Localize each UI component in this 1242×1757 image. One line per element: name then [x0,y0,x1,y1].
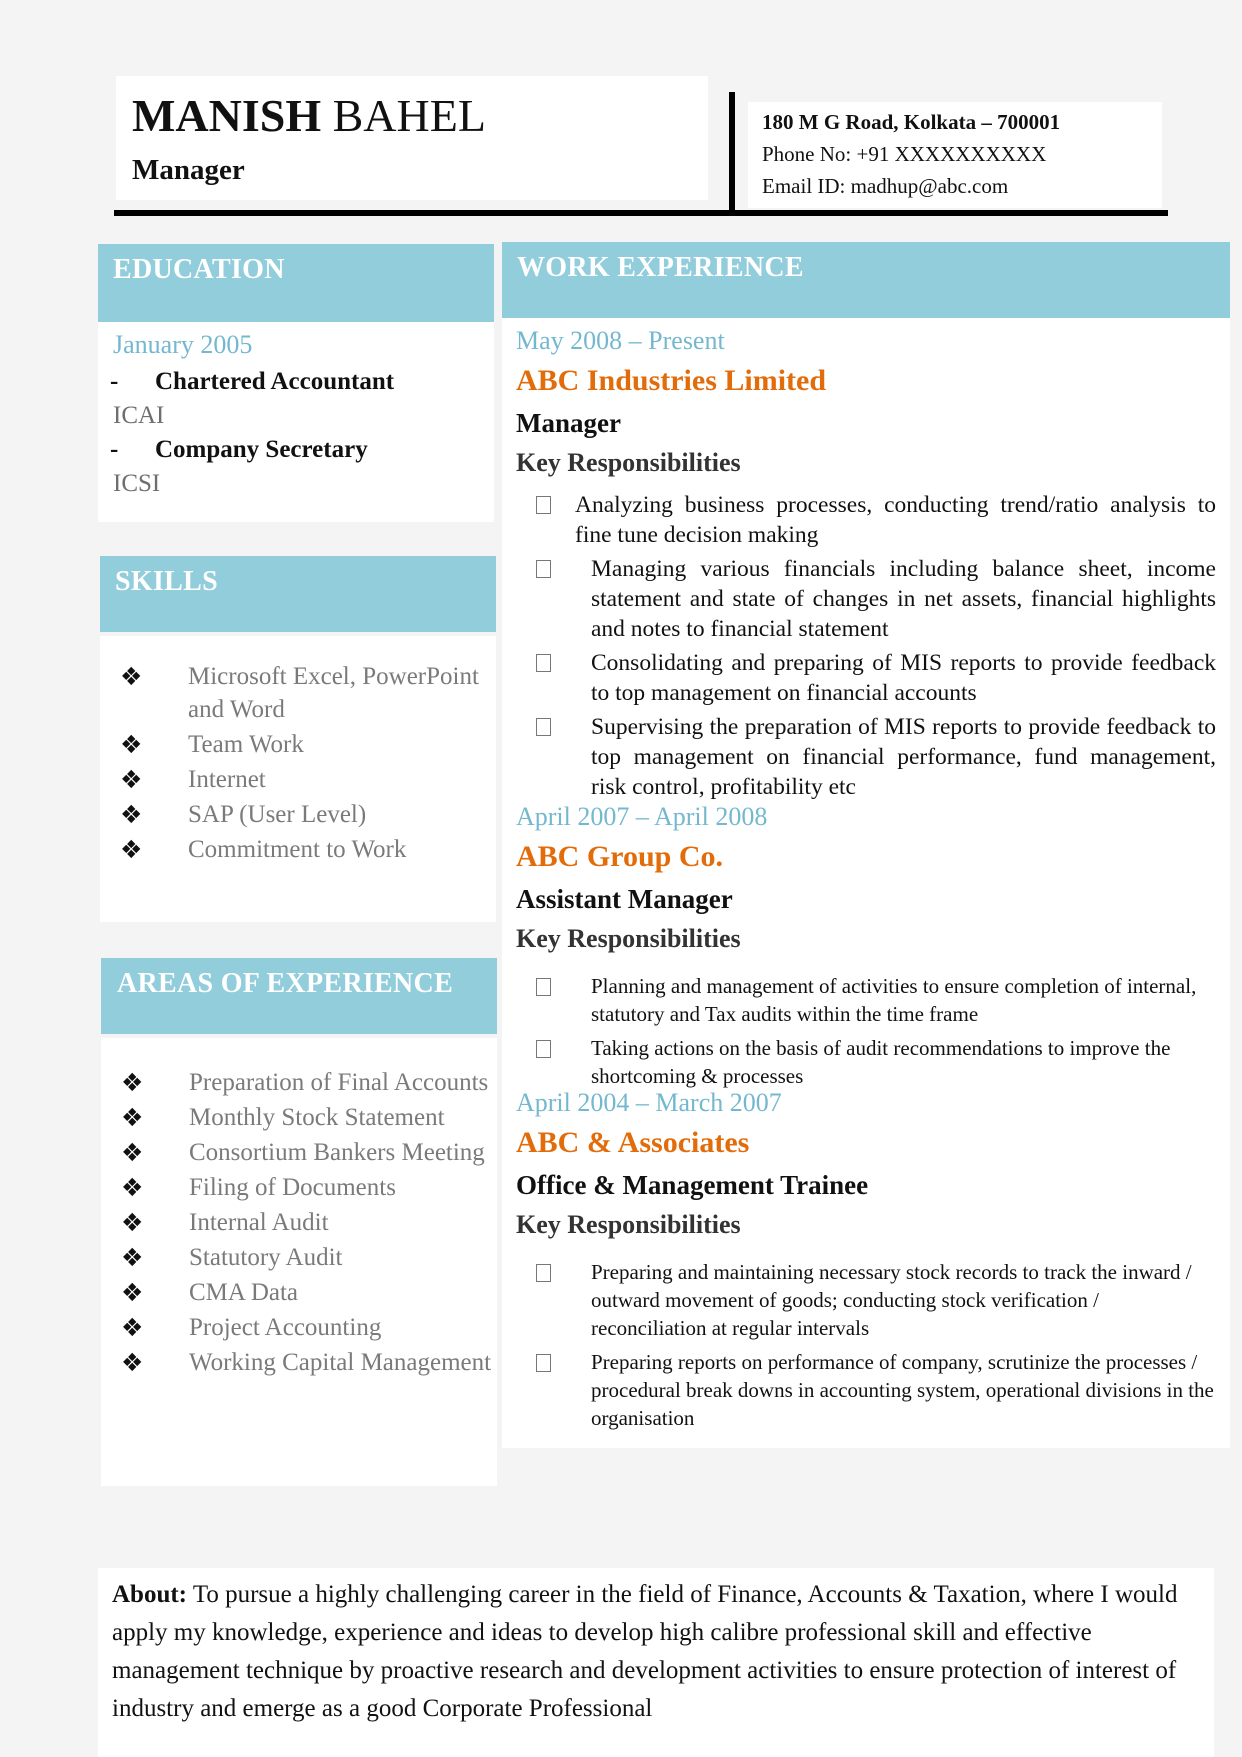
checkbox-bullet-icon [536,560,551,578]
list-item [516,490,1216,550]
list-item [100,660,496,726]
area-text: Internal Audit [189,1209,329,1236]
about-panel [98,1568,1214,1757]
list-item [516,1034,1216,1090]
responsibility-text: Planning and management of activities to ensure completion of internal, statutory and Tax audits within the time frame [591,974,1197,1026]
skill-text: Microsoft Excel, PowerPoint and Word [188,663,479,723]
diamond-bullet-icon: ❖ [120,800,143,829]
skills-list [100,660,496,868]
job-period: May 2008 – Present [516,326,725,355]
education-bullet: - [110,436,119,463]
key-responsibilities-label: Key Responsibilities [516,924,741,953]
job-company: ABC & Associates [516,1126,750,1159]
education-bullet: - [110,368,119,395]
responsibility-list [516,1258,1216,1438]
list-item [516,972,1216,1028]
contact-email: Email ID: madhup@abc.com [762,174,1009,198]
skill-text: Internet [188,766,266,793]
education-date: January 2005 [113,330,253,359]
education-degree: Chartered Accountant [155,368,395,395]
diamond-bullet-icon: ❖ [120,835,143,864]
list-item [101,1066,497,1099]
list-item [516,648,1216,708]
responsibility-text: Analyzing business processes, conducting trend/ratio analysis to fine tune decision making [575,492,1216,548]
contact-phone: Phone No: +91 XXXXXXXXXX [762,142,1047,166]
list-item [101,1206,497,1239]
candidate-title: Manager [132,154,245,186]
responsibility-list [516,490,1216,806]
checkbox-bullet-icon [536,1264,551,1282]
list-item [100,833,496,866]
area-text: Statutory Audit [189,1244,343,1271]
education-item [110,368,394,396]
job-company: ABC Industries Limited [516,364,827,397]
diamond-bullet-icon: ❖ [121,1243,144,1272]
work-heading: WORK EXPERIENCE [502,242,1230,318]
list-item [101,1241,497,1274]
checkbox-bullet-icon [536,978,551,996]
education-institute: ICAI [113,402,165,429]
responsibility-text: Consolidating and preparing of MIS reports to provide feedback to top management on financial accounts [591,650,1216,706]
area-text: Filing of Documents [189,1174,396,1201]
job-role: Office & Management Trainee [516,1170,869,1200]
checkbox-bullet-icon [536,496,551,514]
list-item [100,728,496,761]
area-text: Monthly Stock Statement [189,1104,445,1131]
list-item [100,763,496,796]
responsibility-text: Preparing reports on performance of company, scrutinize the processes / procedural break downs in accounting system, operational divisions in the organisation [591,1350,1214,1430]
list-item [101,1101,497,1134]
checkbox-bullet-icon [536,1040,551,1058]
area-text: Project Accounting [189,1314,382,1341]
areas-list [101,1066,497,1381]
diamond-bullet-icon: ❖ [121,1103,144,1132]
skills-heading: SKILLS [100,556,496,632]
education-panel [98,322,494,522]
list-item [516,1258,1216,1342]
list-item [101,1171,497,1204]
diamond-bullet-icon: ❖ [121,1313,144,1342]
area-text: Working Capital Management [189,1349,492,1376]
diamond-bullet-icon: ❖ [121,1138,144,1167]
diamond-bullet-icon: ❖ [120,765,143,794]
skill-text: Team Work [188,731,304,758]
areas-heading: AREAS OF EXPERIENCE [101,958,497,1034]
contact-card [748,102,1162,208]
skills-panel [100,636,496,922]
key-responsibilities-label: Key Responsibilities [516,448,741,477]
checkbox-bullet-icon [536,718,551,736]
area-text: Consortium Bankers Meeting [189,1139,485,1166]
job-period: April 2007 – April 2008 [516,802,768,831]
contact-address: 180 M G Road, Kolkata – 700001 [762,110,1061,134]
list-item [100,798,496,831]
education-heading: EDUCATION [98,244,494,322]
diamond-bullet-icon: ❖ [121,1208,144,1237]
diamond-bullet-icon: ❖ [121,1068,144,1097]
area-text: CMA Data [189,1279,299,1306]
about-text: To pursue a highly challenging career in the field of Finance, Accounts & Taxation, where I would apply my knowledge, experience and ideas to develop high calibre professional skill and effective management technique by proactive research and development activities to ensure protection of interest of industry and emerge as a good Corporate Professional [112,1581,1178,1722]
education-institute: ICSI [113,470,161,497]
job-role: Manager [516,408,621,438]
areas-panel [101,1038,497,1486]
key-responsibilities-label: Key Responsibilities [516,1210,741,1239]
diamond-bullet-icon: ❖ [120,730,143,759]
education-item [110,436,368,464]
list-item [101,1311,497,1344]
skill-text: SAP (User Level) [188,801,367,828]
list-item [101,1276,497,1309]
about-label: About: [112,1581,188,1608]
name-card [116,76,708,200]
list-item [516,712,1216,802]
diamond-bullet-icon: ❖ [121,1278,144,1307]
list-item [516,554,1216,644]
area-text: Preparation of Final Accounts [189,1069,489,1096]
skill-text: Commitment to Work [188,836,407,863]
name-last: BAHEL [332,90,486,141]
responsibility-text: Managing various financials including balance sheet, income statement and state of changes in net assets, financial highlights and notes to financial statement [591,556,1216,642]
job-role: Assistant Manager [516,884,733,914]
diamond-bullet-icon: ❖ [121,1348,144,1377]
list-item [516,1348,1216,1432]
list-item [101,1136,497,1169]
candidate-name [132,90,486,142]
checkbox-bullet-icon [536,1354,551,1372]
about-paragraph [112,1576,1200,1728]
work-panel [502,318,1230,1448]
job-period: April 2004 – March 2007 [516,1088,782,1117]
header-vertical-divider [729,92,735,213]
job-company: ABC Group Co. [516,840,723,873]
diamond-bullet-icon: ❖ [120,662,143,691]
responsibility-text: Preparing and maintaining necessary stock records to track the inward / outward movement of goods; conducting stock verification / reconciliation at regular intervals [591,1260,1192,1340]
responsibility-list [516,972,1216,1096]
name-first: MANISH [132,90,322,141]
checkbox-bullet-icon [536,654,551,672]
responsibility-text: Taking actions on the basis of audit recommendations to improve the shortcoming & processes [591,1036,1171,1088]
responsibility-text: Supervising the preparation of MIS reports to provide feedback to top management on financial performance, fund management, risk control, profitability etc [591,714,1216,800]
list-item [101,1346,497,1379]
education-degree: Company Secretary [155,436,368,463]
header-rule [114,210,1168,216]
diamond-bullet-icon: ❖ [121,1173,144,1202]
